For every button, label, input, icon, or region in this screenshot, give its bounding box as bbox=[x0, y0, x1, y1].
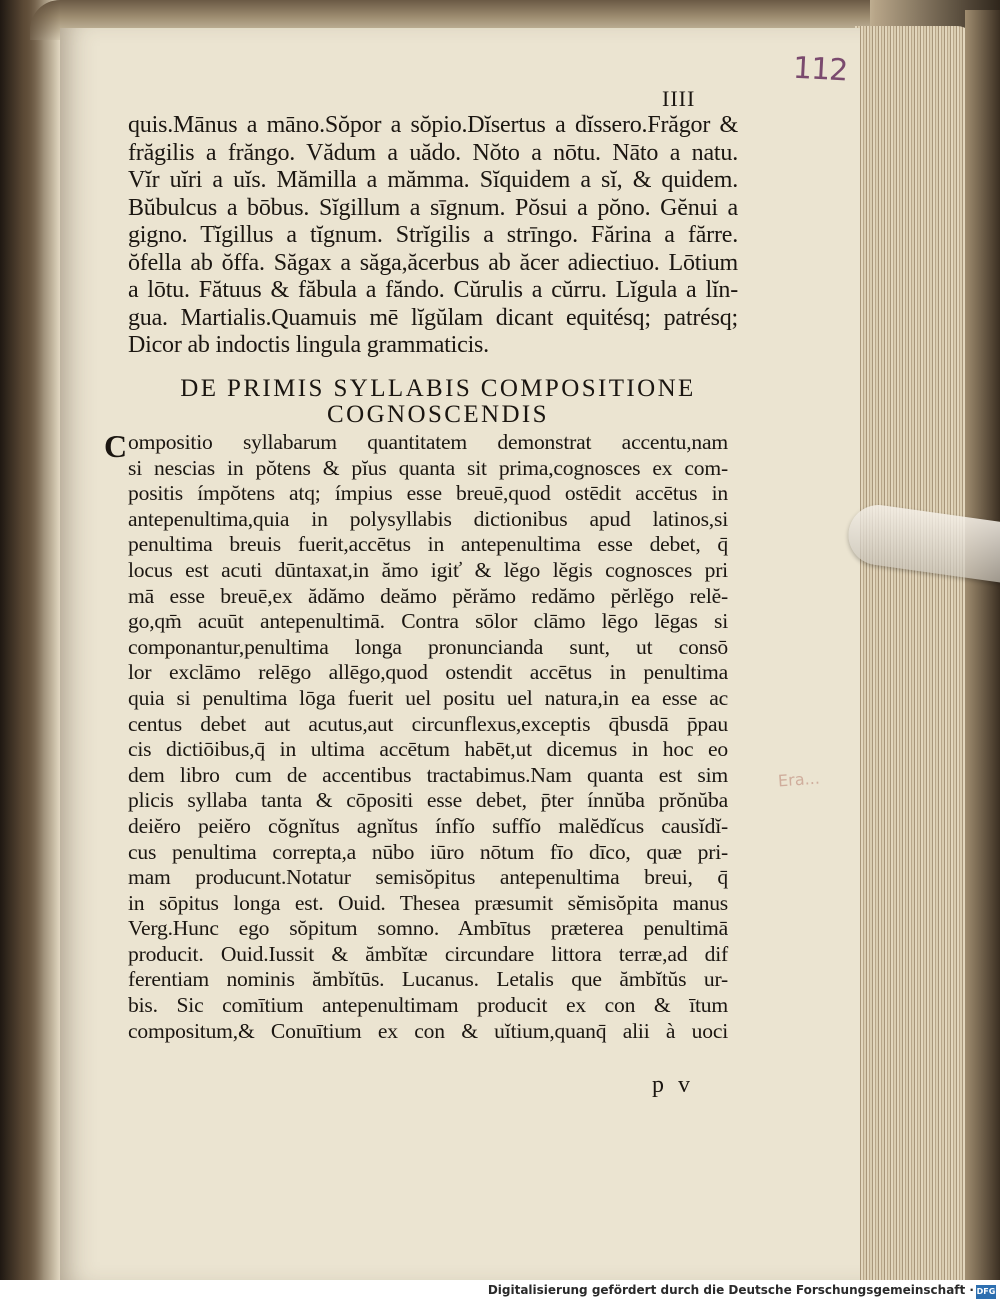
paragraph-2 bbox=[128, 430, 728, 1044]
text-line: ŏfella ab ŏffa. Săgax a săga,ăcerbus ab ăcer adiectiuo. Lōtium bbox=[128, 249, 738, 276]
text-line: compositum,& Conuītium ex con & uĭtium,quanq̄ alii à uoci bbox=[128, 1018, 728, 1043]
text-line: go,qm̄ acuūt antepenultimā. Contra sōlor clāmo lēgo lēgas si bbox=[128, 609, 728, 634]
funding-credit: Digitalisierung gefördert durch die Deutsche Forschungsgemeinschaft · bbox=[487, 1283, 974, 1297]
text-line: a lōtu. Fătuus & făbula a făndo. Cŭrulis a cŭrru. Lĭgula a lĭn- bbox=[128, 277, 738, 303]
spine-shadow bbox=[0, 0, 60, 1280]
text-line: quis.Mānus a māno.Sŏpor a sŏpio.Dĭsertus a dĭssero.Frăgor & bbox=[128, 112, 738, 138]
section-heading bbox=[138, 376, 738, 428]
heading-line-2: COGNOSCENDIS bbox=[327, 401, 549, 428]
margin-annotation: Era... bbox=[777, 768, 821, 791]
handwritten-folio-number: 112 bbox=[792, 50, 849, 89]
dfg-logo: DFG bbox=[976, 1285, 996, 1299]
text-line: mam producunt.Notatur semisŏpitus antepenultima breui, q̄ bbox=[128, 865, 728, 890]
text-line: deiĕro peiĕro cŏgnĭtus agnĭtus ínfĭo suffĭo malĕdĭcus causĭdĭ- bbox=[128, 813, 728, 838]
initial-letter: C bbox=[104, 428, 128, 464]
text-line: Verg.Hunc ego sŏpitum somno. Ambītus præterea penultimā bbox=[128, 916, 728, 941]
text-line: producit. Ouid.Iussit & ămbĭtæ circundare littora terræ,ad dif bbox=[128, 941, 728, 966]
text-line: positis ímpŏtens atq; ímpius esse breuē,quod ostēdit accētus in bbox=[128, 481, 728, 506]
text-line: plicis syllaba tanta & cōpositi esse debet, p̄ter ínnŭba prŏnŭba bbox=[128, 788, 728, 813]
text-line: gigno. Tĭgillus a tĭgnum. Strĭgilis a strīngo. Fărina a fărre. bbox=[128, 222, 738, 248]
text-line: quia si penultima lōga fuerit uel positu uel natura,in ea esse ac bbox=[128, 685, 728, 710]
text-line: frăgilis a frăngo. Vădum a uădo. Nŏto a nōtu. Nāto a natu. bbox=[128, 139, 738, 166]
text-line: lor exclāmo relēgo allēgo,quod ostendit accētus in penultima bbox=[128, 660, 728, 685]
text-line: Vĭr uĭri a uĭs. Mămilla a mămma. Sĭquidem a sĭ, & quidem. bbox=[128, 167, 738, 193]
text-line: locus est acuti dūntaxat,in ămo igiť & lĕgo lĕgis cognosces pri bbox=[128, 557, 728, 582]
text-line: cis dictiōibus,q̄ in ultima accētum habēt,ut dicemus in hoc eo bbox=[128, 737, 728, 762]
text-line: penultima breuis fuerit,accētus in antepenultima esse debet, q̄ bbox=[128, 532, 728, 557]
text-line: Dicor ab indoctis lingula grammaticis. bbox=[128, 332, 489, 358]
text-line: dem libro cum de accentibus tractabimus.Nam quanta est sim bbox=[128, 762, 728, 787]
text-line: ferentiam nominis ămbĭtūs. Lucanus. Letalis que ămbĭtŭs ur- bbox=[128, 967, 728, 992]
text-line: si nescias in pŏtens & pĭus quanta sit prima,cognosces ex com- bbox=[128, 455, 728, 480]
text-line: bis. Sic comītium antepenultimam producit ex con & ītum bbox=[128, 993, 728, 1018]
text-line: cus penultima correpta,a nūbo iūro nōtum fīo dīco, quæ pri- bbox=[128, 839, 728, 864]
text-line: ompositio syllabarum quantitatem demonstrat accentu,nam bbox=[128, 430, 728, 454]
running-head: IIII bbox=[662, 86, 696, 111]
text-line: gua. Martialis.Quamuis mē lĭgŭlam dicant equitésq; patrésq; bbox=[128, 304, 738, 331]
text-line: Bŭbulcus a bōbus. Sĭgillum a sīgnum. Pŏsui a pŏno. Gĕnui a bbox=[128, 194, 738, 221]
heading-line-1: DE PRIMIS SYLLABIS COMPOSITIONE bbox=[180, 375, 696, 402]
book-fore-edge bbox=[855, 26, 975, 1280]
text-line: antepenultima,quia in polysyllabis dictionibus apud latinos,si bbox=[128, 506, 728, 531]
text-line: centus debet aut acutus,aut circunflexus,exceptis q̄busdā p̄pau bbox=[128, 711, 728, 736]
text-line: componantur,penultima longa pronuncianda sunt, ut consō bbox=[128, 634, 728, 659]
fore-edge-shadow bbox=[965, 10, 1000, 1280]
signature-mark: p v bbox=[652, 1072, 694, 1098]
paragraph-1 bbox=[128, 112, 738, 360]
text-line: in sōpitus longa est. Ouid. Thesea præsumit sĕmisŏpita manus bbox=[128, 890, 728, 915]
text-line: mā esse breuē,ex ădămo deămo pĕrămo redămo pĕrlĕgo relĕ- bbox=[128, 583, 728, 608]
